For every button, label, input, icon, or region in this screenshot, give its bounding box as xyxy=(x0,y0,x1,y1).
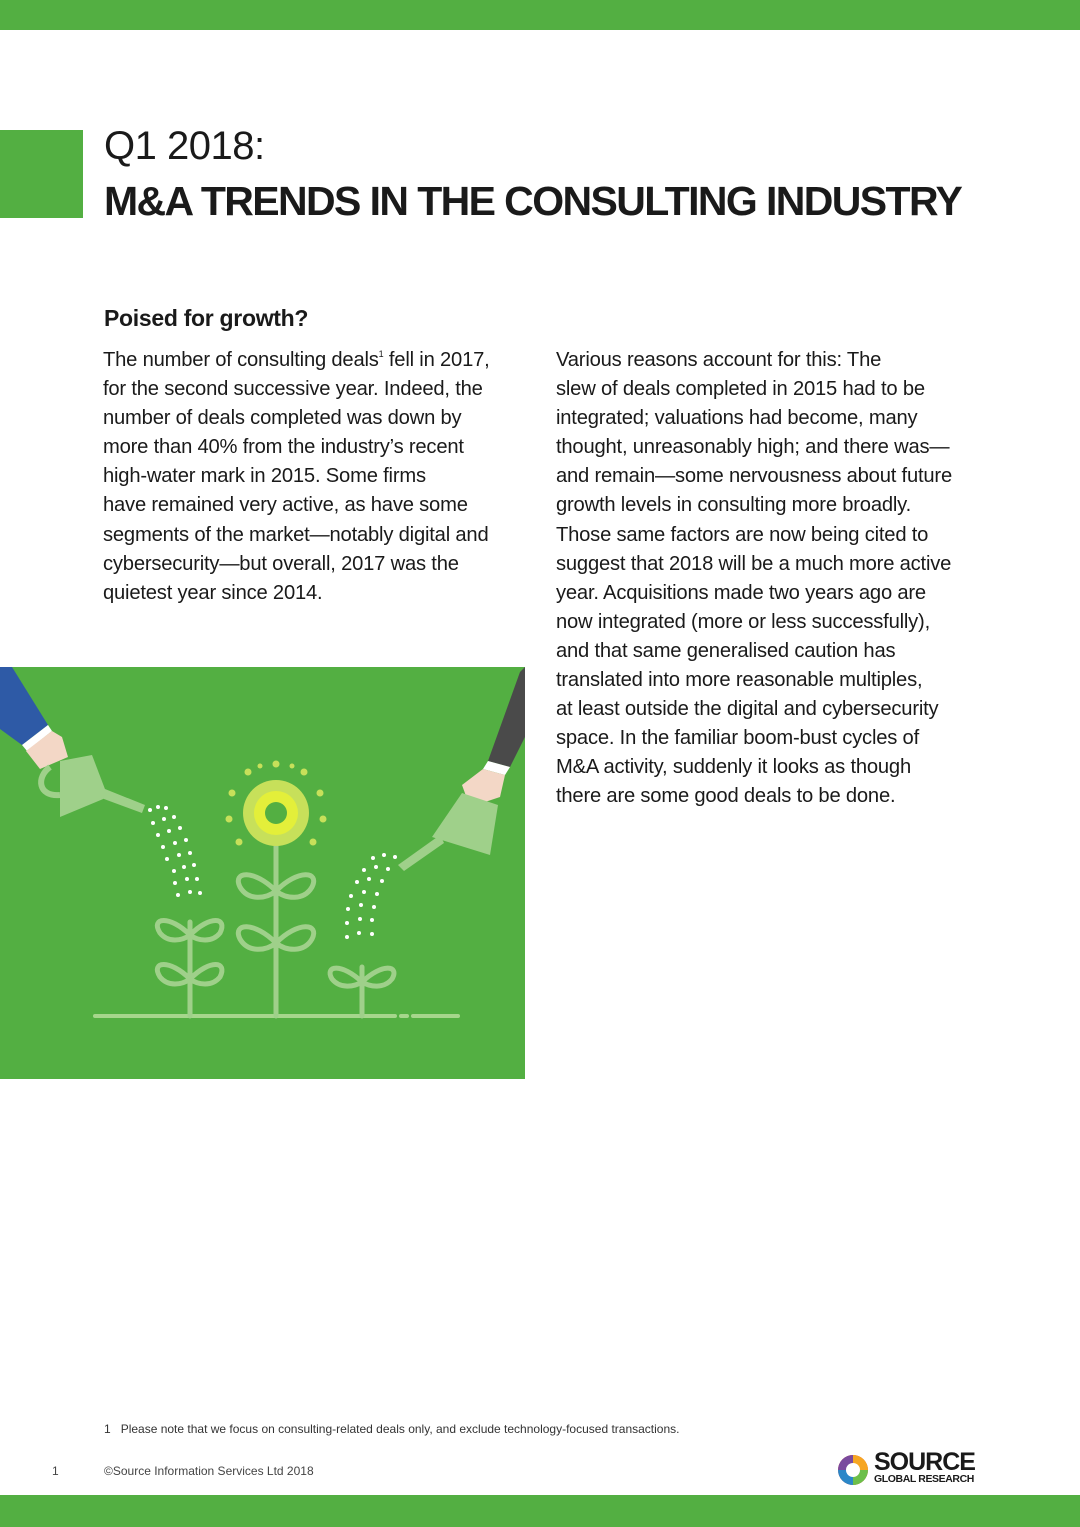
bottom-accent-bar xyxy=(0,1495,1080,1527)
logo-swirl-icon xyxy=(836,1453,870,1487)
text-line: suggest that 2018 will be a much more active xyxy=(556,552,952,575)
text-line: space. In the familiar boom-bust cycles of xyxy=(556,727,919,750)
page-number: 1 xyxy=(52,1464,59,1478)
text-line: thought, unreasonably high; and there was— xyxy=(556,436,950,459)
text-line: high-water mark in 2015. Some firms xyxy=(103,465,426,488)
text-line: integrated; valuations had become, many xyxy=(556,407,918,430)
text-line: growth levels in consulting more broadly. xyxy=(556,494,911,517)
page-title: M&A TRENDS IN THE CONSULTING INDUSTRY xyxy=(104,178,962,224)
text-line: cybersecurity—but overall, 2017 was the xyxy=(103,552,459,575)
top-accent-bar xyxy=(0,0,1080,30)
text-line: more than 40% from the industry’s recent xyxy=(103,436,464,459)
text-line: Those same factors are now being cited to xyxy=(556,523,929,546)
text-line: for the second successive year. Indeed, the xyxy=(103,378,483,401)
text-line: slew of deals completed in 2015 had to be xyxy=(556,378,925,401)
left-text-column xyxy=(103,346,523,608)
text-line: translated into more reasonable multiples, xyxy=(556,669,923,692)
text-line: there are some good deals to be done. xyxy=(556,785,896,808)
text-line: quietest year since 2014. xyxy=(103,581,323,604)
text-line: Various reasons account for this: The xyxy=(556,349,882,371)
footnote-text: Please note that we focus on consulting-related deals only, and exclude technology-focused transactions. xyxy=(120,1422,680,1436)
copyright-notice: ©Source Information Services Ltd 2018 xyxy=(104,1464,314,1478)
footnote-number: 1 xyxy=(104,1422,111,1436)
text-line: now integrated (more or less successfully), xyxy=(556,610,930,633)
text-line: segments of the market—notably digital and xyxy=(103,523,489,546)
footnote-reference[interactable]: 1 xyxy=(378,349,384,359)
text-line: at least outside the digital and cybersecurity xyxy=(556,698,939,721)
footnote xyxy=(104,1422,679,1436)
section-heading: Poised for growth? xyxy=(104,305,309,331)
text-line: and remain—some nervousness about future xyxy=(556,465,952,488)
text-line: and that same generalised caution has xyxy=(556,639,896,662)
title-accent-block xyxy=(0,130,83,218)
page-title-period: Q1 2018: xyxy=(104,124,265,168)
source-global-research-logo: SOURCE GLOBAL RESEARCH xyxy=(836,1450,986,1490)
text-line: M&A activity, suddenly it looks as though xyxy=(556,756,911,779)
text-line: The number of consulting deals$^1$ fell in 2017, xyxy=(103,349,490,371)
text-line: number of deals completed was down by xyxy=(103,407,462,430)
right-text-column xyxy=(556,346,986,812)
text-line: year. Acquisitions made two years ago are xyxy=(556,581,926,604)
text-line: have remained very active, as have some xyxy=(103,494,468,517)
watering-plants-illustration xyxy=(0,667,525,1079)
